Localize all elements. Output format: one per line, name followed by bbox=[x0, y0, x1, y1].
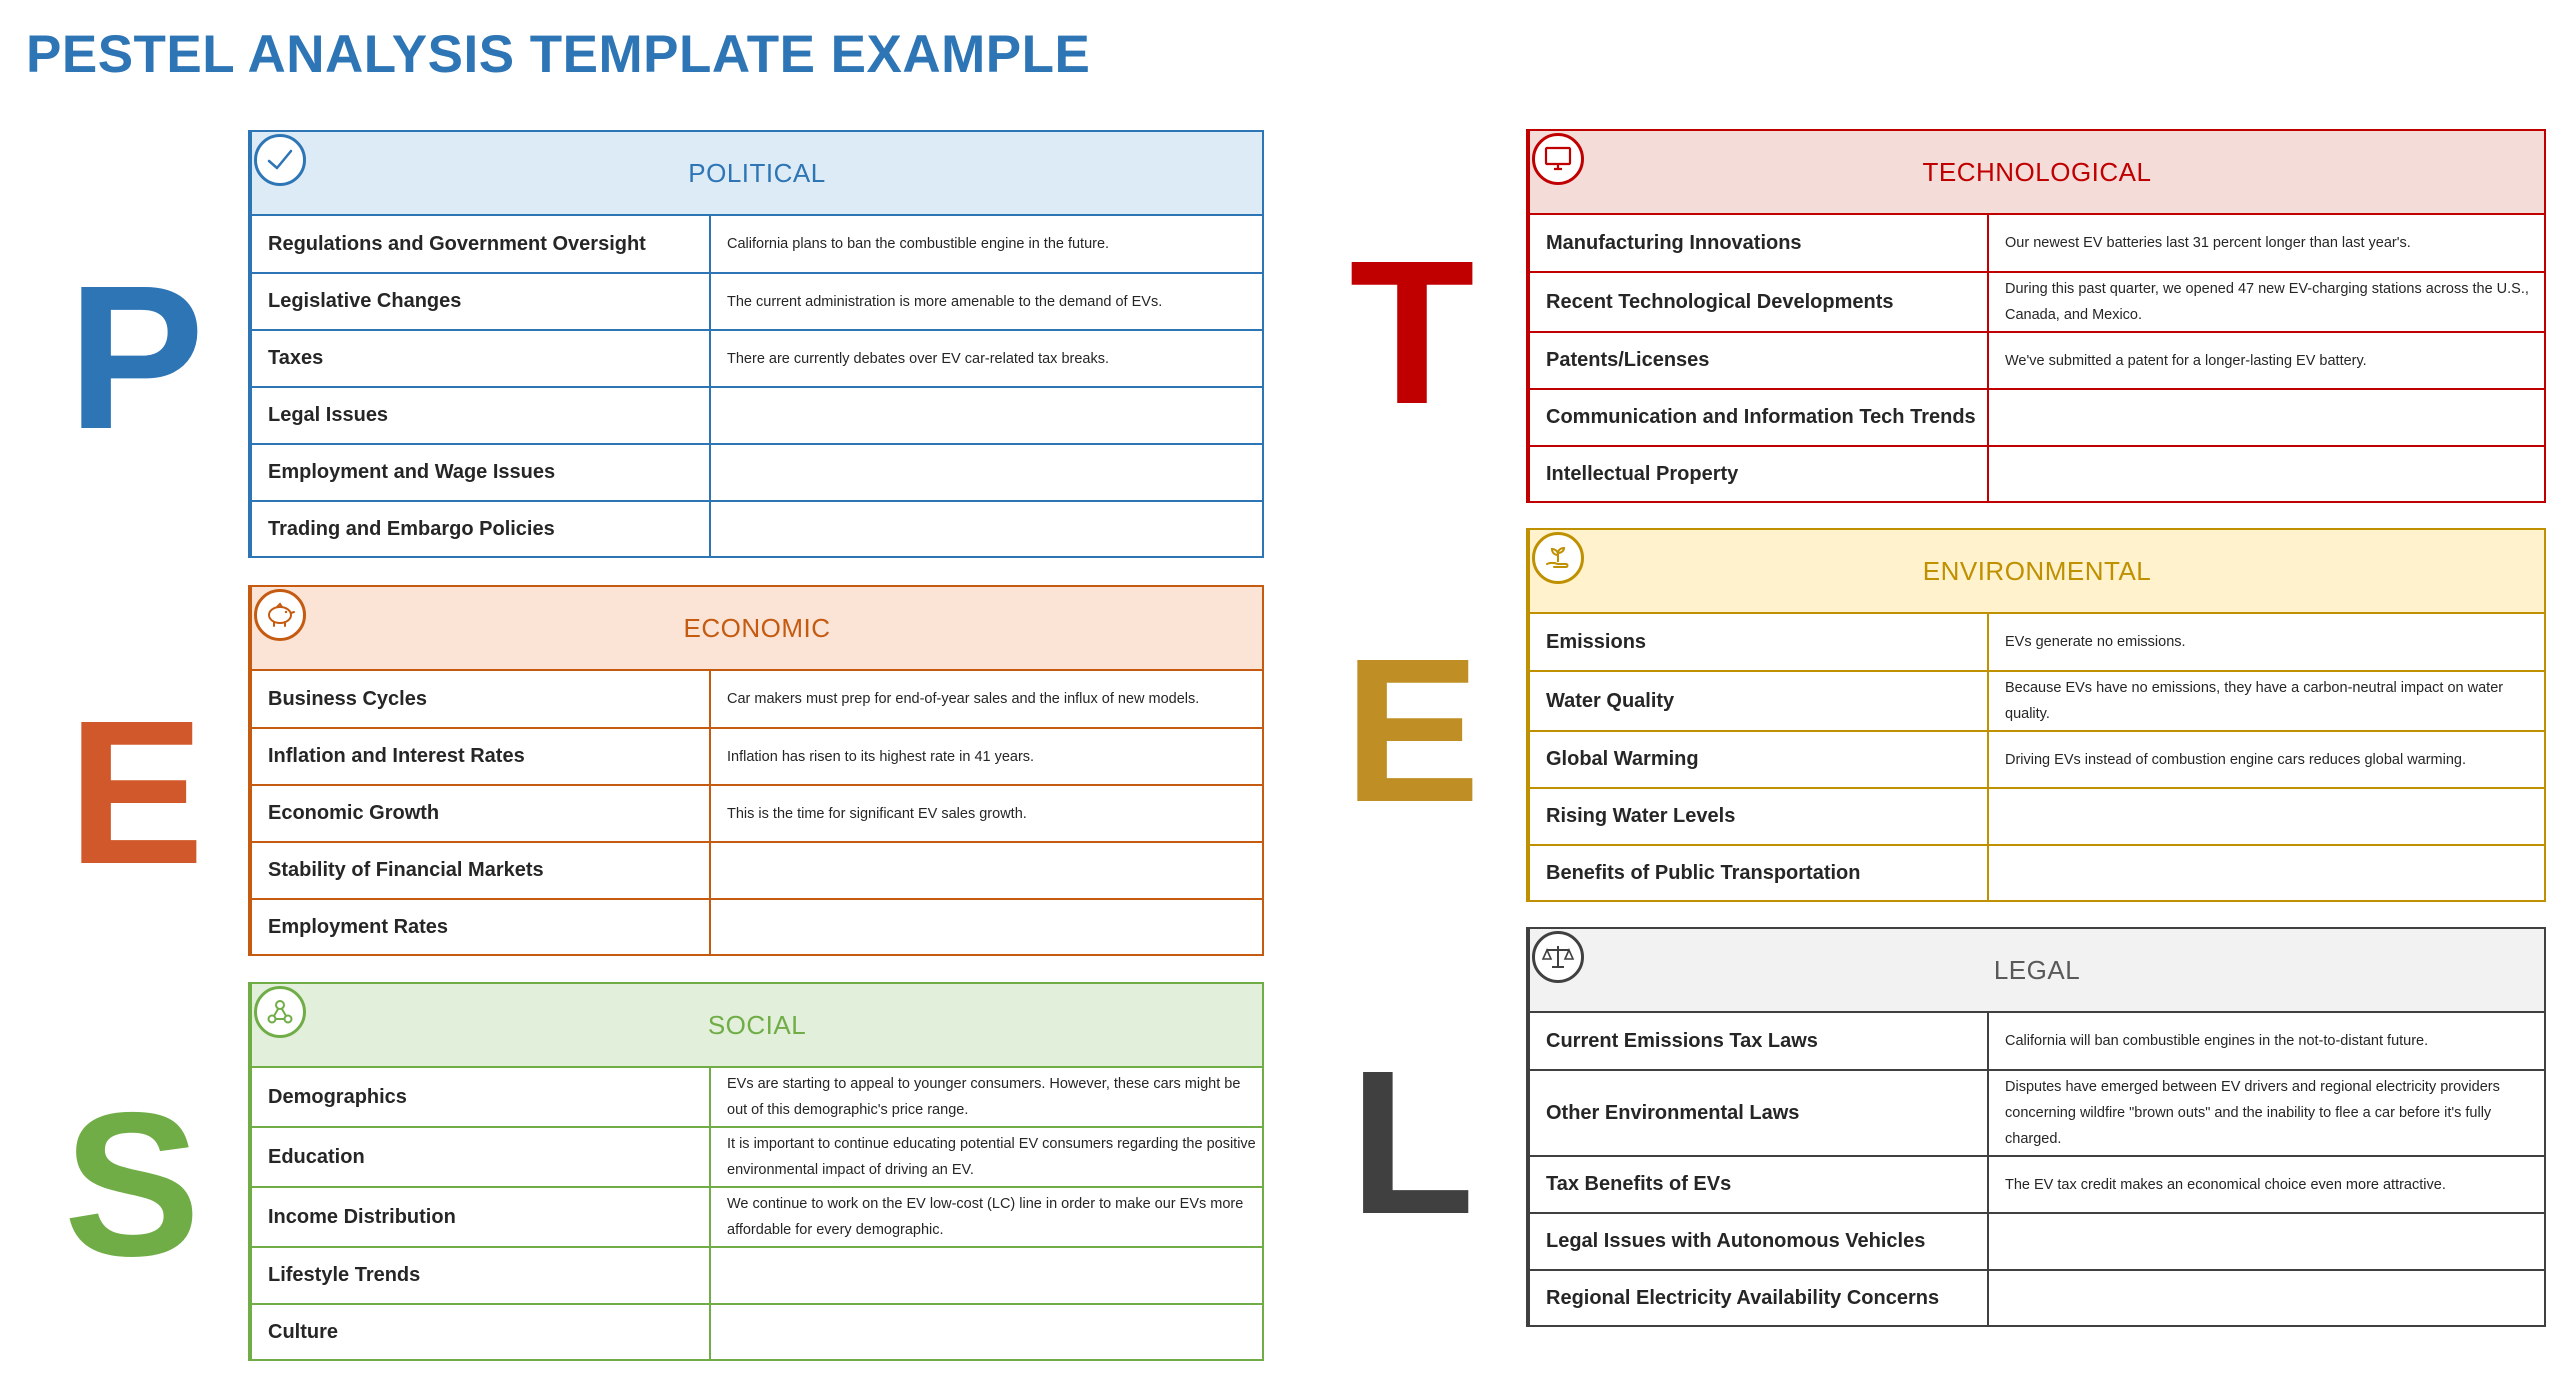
row-label: Manufacturing Innovations bbox=[1546, 231, 1802, 254]
row-label: Regulations and Government Oversight bbox=[268, 232, 646, 255]
row-label: Culture bbox=[268, 1320, 338, 1343]
table-row bbox=[1530, 788, 2544, 845]
political-header: POLITICAL bbox=[688, 157, 826, 188]
table-row bbox=[1530, 614, 2544, 671]
row-value-cell[interactable]: Disputes have emerged between EV drivers and regional electricity providers concerning wildfire "brown outs" and the inability to flee a car before it's fully charged. bbox=[1988, 1070, 2544, 1156]
row-value-cell[interactable]: We've submitted a patent for a longer-lasting EV battery. bbox=[1988, 332, 2544, 389]
row-label: Employment Rates bbox=[268, 915, 449, 938]
environmental-table bbox=[1530, 614, 2544, 900]
letter-p: P bbox=[67, 243, 205, 472]
table-row bbox=[1530, 1013, 2544, 1070]
checkmark-icon bbox=[254, 134, 306, 186]
row-label: Communication and Information Tech Trends bbox=[1546, 406, 1976, 428]
row-label: Inflation and Interest Rates bbox=[268, 745, 525, 767]
row-value-cell[interactable] bbox=[710, 1304, 1262, 1359]
row-label: Recent Technological Developments bbox=[1546, 290, 1894, 313]
environmental-panel bbox=[1526, 528, 2546, 902]
table-row bbox=[1530, 332, 2544, 389]
piggy-bank-icon bbox=[254, 589, 306, 641]
row-label: Trading and Embargo Policies bbox=[268, 517, 555, 540]
legal-panel bbox=[1526, 927, 2546, 1327]
table-row bbox=[252, 501, 1262, 556]
table-row bbox=[252, 842, 1262, 899]
row-value-cell[interactable]: The EV tax credit makes an economical choice even more attractive. bbox=[1988, 1156, 2544, 1213]
table-row bbox=[1530, 389, 2544, 446]
row-value-cell[interactable] bbox=[1988, 788, 2544, 845]
table-row bbox=[1530, 731, 2544, 788]
row-value-cell[interactable] bbox=[1988, 845, 2544, 900]
row-label: Legal Issues bbox=[268, 404, 389, 426]
row-label: Rising Water Levels bbox=[1546, 805, 1736, 827]
table-row bbox=[1530, 845, 2544, 900]
political-table bbox=[252, 216, 1262, 556]
row-value-cell[interactable]: EVs are starting to appeal to younger consumers. However, these cars might be out of this demographic's price range. bbox=[710, 1068, 1262, 1127]
political-panel bbox=[248, 130, 1264, 558]
economic-table bbox=[252, 671, 1262, 954]
row-label: Demographics bbox=[268, 1085, 407, 1108]
table-row bbox=[1530, 272, 2544, 332]
row-value-cell[interactable]: This is the time for significant EV sales growth. bbox=[710, 785, 1262, 842]
row-value-cell[interactable]: EVs generate no emissions. bbox=[1988, 614, 2544, 671]
row-value-cell[interactable]: During this past quarter, we opened 47 new EV-charging stations across the U.S., Canada, and Mexico. bbox=[1988, 272, 2544, 332]
row-label: Employment and Wage Issues bbox=[268, 461, 556, 483]
table-row bbox=[1530, 1213, 2544, 1270]
table-row bbox=[252, 671, 1262, 728]
row-label: Taxes bbox=[268, 347, 324, 369]
row-label: Regional Electricity Availability Concerns bbox=[1546, 1286, 1940, 1309]
table-row bbox=[252, 899, 1262, 954]
row-value-cell[interactable] bbox=[710, 1247, 1262, 1304]
table-row bbox=[252, 1127, 1262, 1187]
row-label: Global Warming bbox=[1546, 748, 1699, 770]
row-value-cell[interactable]: California will ban combustible engines in the not-to-distant future. bbox=[1988, 1013, 2544, 1070]
row-label: Stability of Financial Markets bbox=[268, 859, 544, 881]
letter-s: S bbox=[63, 1070, 201, 1299]
row-label: Business Cycles bbox=[268, 687, 427, 710]
table-row bbox=[252, 728, 1262, 785]
row-label: Benefits of Public Transportation bbox=[1546, 861, 1861, 884]
table-row bbox=[252, 387, 1262, 444]
table-row bbox=[252, 216, 1262, 273]
row-label: Tax Benefits of EVs bbox=[1546, 1173, 1732, 1195]
row-value-cell[interactable] bbox=[710, 387, 1262, 444]
row-label: Patents/Licenses bbox=[1546, 349, 1710, 371]
economic-panel bbox=[248, 585, 1264, 956]
row-label: Legal Issues with Autonomous Vehicles bbox=[1546, 1230, 1926, 1252]
table-row bbox=[252, 1304, 1262, 1359]
table-row bbox=[252, 1187, 1262, 1247]
row-label: Emissions bbox=[1546, 630, 1647, 653]
scales-icon bbox=[1532, 931, 1584, 983]
monitor-icon bbox=[1532, 133, 1584, 185]
row-value-cell[interactable] bbox=[1988, 446, 2544, 501]
table-row bbox=[1530, 1156, 2544, 1213]
letter-e-economic: E bbox=[67, 678, 205, 907]
row-value-cell[interactable] bbox=[1988, 1270, 2544, 1325]
row-value-cell[interactable]: Car makers must prep for end-of-year sales and the influx of new models. bbox=[710, 671, 1262, 728]
row-label: Intellectual Property bbox=[1546, 462, 1739, 485]
table-row bbox=[1530, 215, 2544, 272]
row-label: Water Quality bbox=[1546, 689, 1675, 712]
table-row bbox=[252, 1247, 1262, 1304]
table-row bbox=[1530, 446, 2544, 501]
row-value-cell[interactable]: Driving EVs instead of combustion engine cars reduces global warming. bbox=[1988, 731, 2544, 788]
social-panel bbox=[248, 982, 1264, 1361]
row-value-cell[interactable]: California plans to ban the combustible engine in the future. bbox=[710, 216, 1262, 273]
technological-table bbox=[1530, 215, 2544, 501]
row-label: Current Emissions Tax Laws bbox=[1546, 1029, 1818, 1052]
technological-panel bbox=[1526, 129, 2546, 503]
legal-table bbox=[1530, 1013, 2544, 1325]
row-value-cell[interactable] bbox=[710, 842, 1262, 899]
environmental-header: ENVIRONMENTAL bbox=[1922, 555, 2152, 586]
row-label: Economic Growth bbox=[268, 802, 440, 824]
social-header: SOCIAL bbox=[707, 1009, 807, 1040]
row-value-cell[interactable] bbox=[710, 501, 1262, 556]
plant-hand-icon bbox=[1532, 532, 1584, 584]
table-row bbox=[252, 330, 1262, 387]
letter-l: L bbox=[1349, 1028, 1475, 1257]
table-row bbox=[252, 444, 1262, 501]
people-network-icon bbox=[254, 986, 306, 1038]
row-value-cell[interactable] bbox=[710, 899, 1262, 954]
row-value-cell[interactable] bbox=[710, 444, 1262, 501]
row-value-cell[interactable]: Inflation has risen to its highest rate in 41 years. bbox=[710, 728, 1262, 785]
row-label: Other Environmental Laws bbox=[1546, 1101, 1800, 1124]
table-row bbox=[1530, 1070, 2544, 1156]
technological-header: TECHNOLOGICAL bbox=[1922, 156, 2152, 187]
letter-e-environmental: E bbox=[1343, 616, 1481, 845]
economic-header: ECONOMIC bbox=[683, 612, 831, 643]
legal-header: LEGAL bbox=[1993, 954, 2081, 985]
social-table bbox=[252, 1068, 1262, 1359]
row-value-cell[interactable] bbox=[1988, 389, 2544, 446]
letter-t: T bbox=[1349, 218, 1475, 447]
table-row bbox=[252, 785, 1262, 842]
row-label: Income Distribution bbox=[268, 1205, 456, 1228]
row-value-cell[interactable] bbox=[1988, 1213, 2544, 1270]
table-row bbox=[252, 273, 1262, 330]
row-value-cell[interactable]: The current administration is more amenable to the demand of EVs. bbox=[710, 273, 1262, 330]
row-value-cell[interactable]: Our newest EV batteries last 31 percent longer than last year's. bbox=[1988, 215, 2544, 272]
table-row bbox=[1530, 1270, 2544, 1325]
row-value-cell[interactable]: Because EVs have no emissions, they have a carbon-neutral impact on water quality. bbox=[1988, 671, 2544, 731]
row-label: Legislative Changes bbox=[268, 290, 462, 312]
page-title: PESTEL ANALYSIS TEMPLATE EXAMPLE bbox=[26, 25, 1091, 84]
table-row bbox=[1530, 671, 2544, 731]
table-row bbox=[252, 1068, 1262, 1127]
row-label: Education bbox=[268, 1145, 365, 1168]
row-label: Lifestyle Trends bbox=[268, 1264, 421, 1286]
row-value-cell[interactable]: We continue to work on the EV low-cost (LC) line in order to make our EVs more affordable for every demographic. bbox=[710, 1187, 1262, 1247]
row-value-cell[interactable]: It is important to continue educating potential EV consumers regarding the positive environmental impact of driving an EV. bbox=[710, 1127, 1262, 1187]
row-value-cell[interactable]: There are currently debates over EV car-related tax breaks. bbox=[710, 330, 1262, 387]
